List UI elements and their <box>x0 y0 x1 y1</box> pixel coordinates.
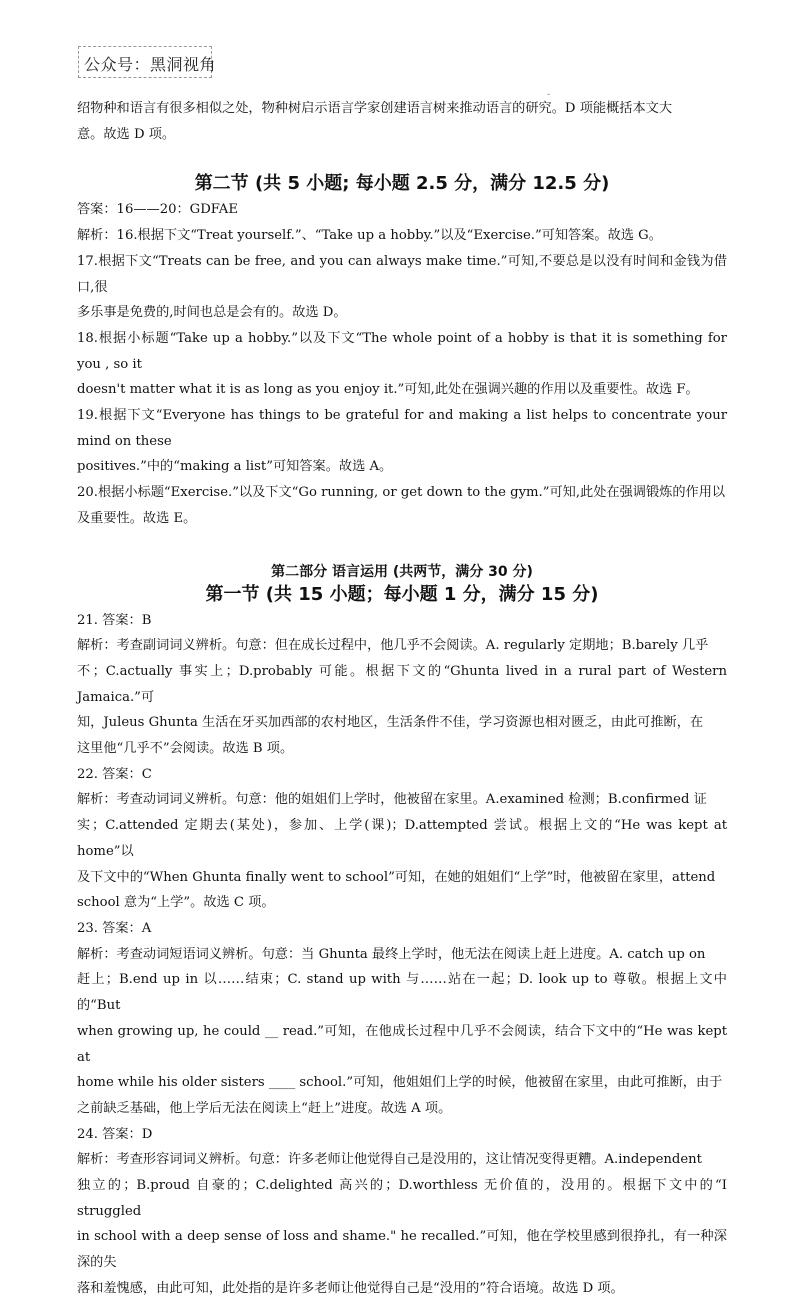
text-line: 实；C.attended 定期去(某处)，参加、上学(课)；D.attempted 尝试。根据上文的“He was kept at home”以 <box>77 818 727 859</box>
text-line: 解析：考查形容词词义辨析。句意：许多老师让他觉得自己是没用的，这让情况变得更糟。A.independent <box>77 1152 702 1168</box>
text-line: 不；C.actually 事实上；D.probably 可能。根据下文的“Ghunta lived in a rural part of Western Jamaica.”可 <box>77 663 727 705</box>
text-line: 及下文中的“When Ghunta finally went to school”可知，在她的姐姐们“上学”时，他被留在家里，attend <box>77 869 716 885</box>
text-line: 落和羞愧感，由此可知，此处指的是许多老师让他觉得自己是“没用的”符合语境。故选 D 项。 <box>77 1280 624 1296</box>
text-line: 答案：16——20：GDFAE <box>77 202 238 218</box>
text-line: 独立的；B.proud 自豪的；C.delighted 高兴的；D.worthless 无价值的，没用的。根据下文中的“I struggled <box>77 1178 727 1219</box>
text-line: 17.根据下文“Treats can be free, and you can always make time.”可知,不要总是以没有时间和金钱为借口,很 <box>77 253 727 295</box>
text-line: 解析：16.根据下文“Treat yourself.”、“Take up a hobby.”以及“Exercise.”可知答案。故选 G。 <box>77 228 662 244</box>
text-line: 赶上；B.end up in 以……结束；C. stand up with 与……站在一起；D. look up to 尊敬。根据上文中的“But <box>77 972 727 1014</box>
intro-line: 意。故选 D 项。 <box>77 126 176 142</box>
part2-subheading: 第一节 (共 15 小题；每小题 1 分，满分 15 分) <box>205 583 599 605</box>
text-line: home while his older sisters ____ school.”可知，他姐姐们上学的时候，他被留在家里，由此可推断，由于 <box>77 1075 723 1091</box>
text-line: 知，Juleus Ghunta 生活在牙买加西部的农村地区，生活条件不佳，学习资源也相对匮乏，由此可推断，在 <box>77 715 704 731</box>
text-line: 这里他“几乎不”会阅读。故选 B 项。 <box>77 741 294 757</box>
text-line: 23. 答案：A <box>77 920 152 936</box>
text-line: 解析：考查动词词义辨析。句意：他的姐姐们上学时，他被留在家里。A.examined 检测；B.confirmed 证 <box>77 792 707 808</box>
text-line: 多乐事是免费的,时间也总是会有的。故选 D。 <box>77 305 347 321</box>
part2-body <box>77 608 727 1302</box>
text-line: 21. 答案：B <box>77 612 152 628</box>
text-line: school 意为“上学”。故选 C 项。 <box>77 895 275 911</box>
text-line: 22. 答案：C <box>77 766 152 782</box>
text-line: 解析：考查动词短语词义辨析。句意：当 Ghunta 最终上学时，他无法在阅读上赶上进度。A. catch up on <box>77 946 706 962</box>
text-line: 18.根据小标题“Take up a hobby.”以及下文“The whole point of a hobby is that it is something for you , so it <box>77 330 727 372</box>
text-line: in school with a deep sense of loss and shame." he recalled.”可知，他在学校里感到很挣扎，有一种深深的失 <box>77 1229 727 1271</box>
section2-heading: 第二节 (共 5 小题; 每小题 2.5 分，满分 12.5 分) <box>194 173 610 195</box>
text-line: 19.根据下文“Everyone has things to be grateful for and making a list helps to concentrate your mind on these <box>77 408 727 449</box>
watermark-text: 公众号：黑洞视角 <box>84 55 217 74</box>
text-line: 及重要性。故选 E。 <box>77 510 197 526</box>
part2-heading: 第二部分 语言运用 (共两节，满分 30 分) <box>271 563 533 580</box>
document-body <box>77 96 727 1302</box>
text-line: 之前缺乏基础，他上学后无法在阅读上“赶上”进度。故选 A 项。 <box>77 1100 452 1116</box>
section2-body <box>77 197 727 531</box>
text-line: when growing up, he could __ read.”可知，在他成长过程中几乎不会阅读，结合下文中的“He was kept at <box>77 1023 727 1065</box>
intro-line: 绍物种和语言有很多相似之处，物种树启示语言学家创建语言树来推动语言的研究。D 项能概括本文大 <box>77 101 673 116</box>
text-line: 20.根据小标题“Exercise.”以及下文“Go running, or get down to the gym.”可知,此处在强调锻炼的作用以 <box>77 485 726 501</box>
text-line: doesn't matter what it is as long as you enjoy it.”可知,此处在强调兴趣的作用以及重要性。故选 F。 <box>77 382 699 398</box>
text-line: 24. 答案：D <box>77 1126 153 1142</box>
stray-mark: - <box>547 90 551 100</box>
text-line: positives.”中的“making a list”可知答案。故选 A。 <box>77 459 393 475</box>
text-line: 解析：考查副词词义辨析。句意：但在成长过程中，他几乎不会阅读。A. regularly 定期地；B.barely 几乎 <box>77 638 709 654</box>
